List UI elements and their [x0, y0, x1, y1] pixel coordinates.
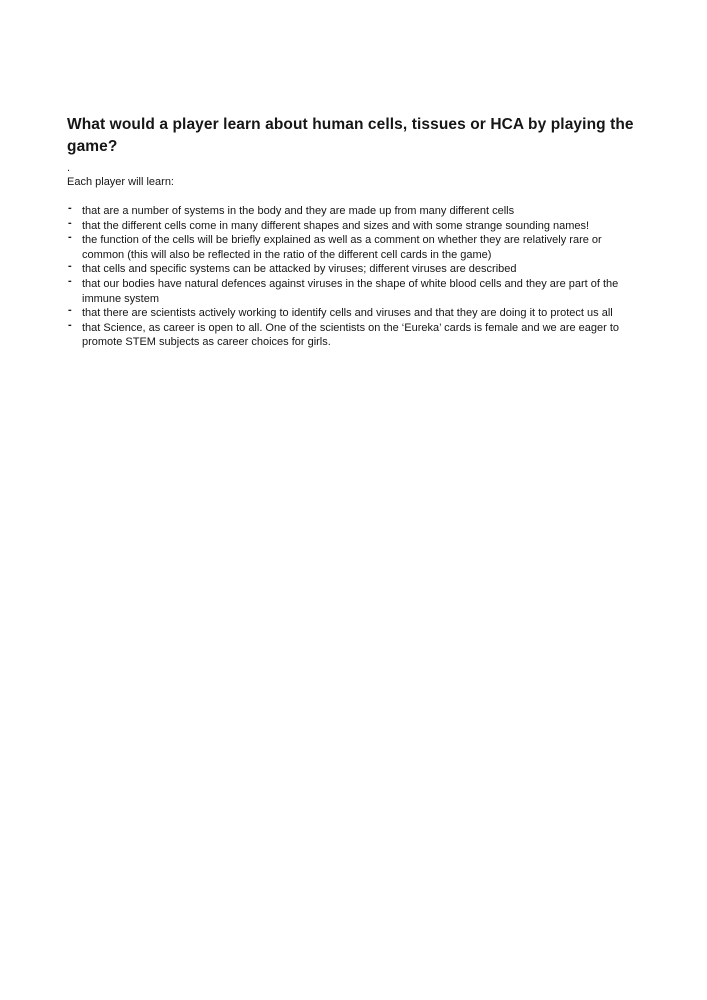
- list-item-text: that are a number of systems in the body and they are made up from many different cells: [82, 205, 515, 217]
- stray-period-line: .: [67, 162, 71, 174]
- list-item-text: the function of the cells will be briefly explained as well as a comment on whether they are relatively rare or common (this will also be reflected in the ratio of the different cell cards in the game): [82, 234, 602, 261]
- bullet-dash-icon: -: [68, 274, 72, 287]
- learning-points-list: [67, 204, 642, 350]
- list-item-text: that the different cells come in many different shapes and sizes and with some strange sounding names!: [82, 219, 590, 232]
- intro-text: Each player will learn:: [67, 176, 174, 188]
- bullet-dash-icon: -: [68, 304, 72, 317]
- bullet-dash-icon: -: [68, 231, 72, 244]
- list-item-text: that Science, as career is open to all. One of the scientists on the ‘Eureka’ cards is female and we are eager to promote STEM subjects as career choices for girls.: [82, 321, 620, 349]
- list-item: [67, 204, 642, 219]
- list-item: [67, 318, 642, 350]
- bullet-dash-icon: -: [68, 318, 72, 331]
- list-item: [67, 216, 642, 234]
- bullet-dash-icon: -: [68, 202, 72, 214]
- list-item-text: that there are scientists actively working to identify cells and viruses and that they are doing it to protect us all: [82, 307, 613, 320]
- bullet-dash-icon: -: [68, 216, 72, 229]
- page-title: What would a player learn about human cells, tissues or HCA by playing the game?: [67, 116, 634, 155]
- list-item-text: that our bodies have natural defences against viruses in the shape of white blood cells and they are part of the immune system: [82, 277, 619, 305]
- list-item: [67, 306, 642, 321]
- list-item: [67, 233, 642, 262]
- list-item-text: that cells and specific systems can be attacked by viruses; different viruses are described: [82, 263, 517, 276]
- list-item: [67, 274, 642, 306]
- bullet-dash-icon: -: [68, 260, 72, 273]
- list-item: [67, 262, 642, 277]
